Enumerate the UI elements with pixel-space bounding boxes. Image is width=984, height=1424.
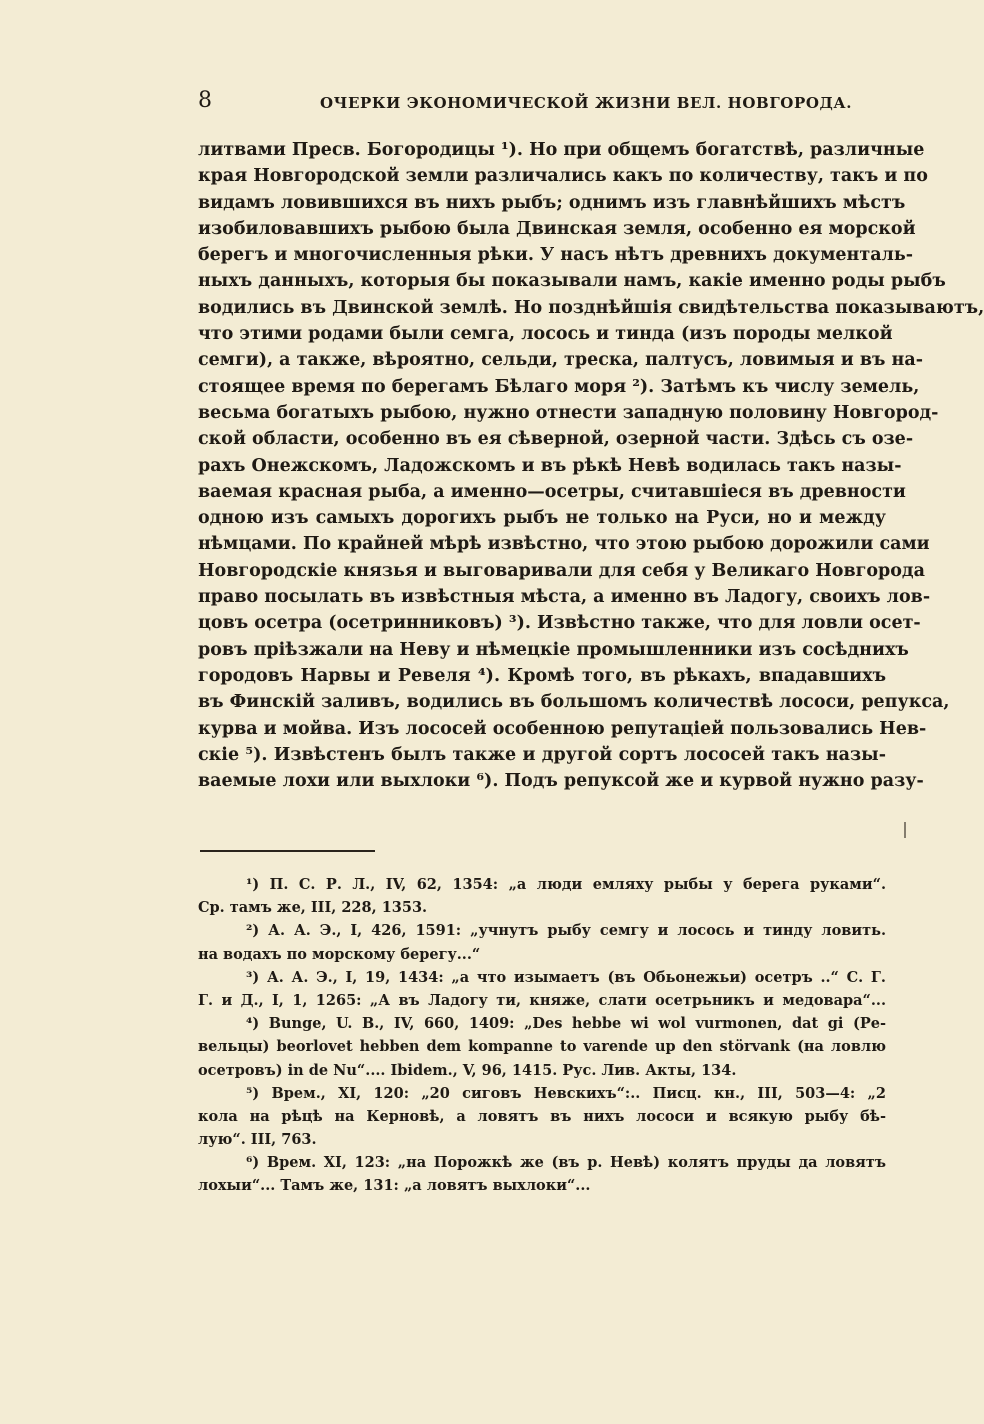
footnote-line: вельцы) beorlovet hebben dem kompanne to varende up den störvank (на ловлю [198,1038,886,1056]
text-line: одною изъ самыхъ дорогихъ рыбъ не только на Руси, но и между [198,508,886,529]
footnote-line: осетровъ) in de Nu“.... Ibidem., V, 96, 1415. Рус. Лив. Акты, 134. [198,1061,737,1079]
text-line: видамъ ловившихся въ нихъ рыбъ; однимъ изъ главнѣйшихъ мѣстъ [198,192,906,213]
main-text [198,137,984,794]
footnote-line: ²) А. А. Э., I, 426, 1591: „учнутъ рыбу семгу и лосось и тинду ловить. [246,922,886,940]
text-line: ской области, особенно въ ея сѣверной, озерной части. Здѣсь съ озе- [198,429,914,450]
text-line: ваемая красная рыба, а именно—осетры, считавшіеся въ древности [198,481,906,502]
text-line: право посылать въ извѣстныя мѣста, а именно въ Ладогу, своихъ лов- [198,587,931,608]
text-line: цовъ осетра (осетринниковъ) ³). Извѣстно также, что для ловли осет- [198,613,921,634]
text-line: Новгородскіе князья и выговаривали для себя у Великаго Новгорода [198,560,925,581]
margin-mark [904,822,906,838]
footnote-line: ³) А. А. Э., I, 19, 1434: „а что изымаетъ (въ Обьонежьи) осетръ ..“ С. Г. [246,968,886,986]
text-line: семги), а также, вѣроятно, сельди, треска, палтусъ, ловимыя и въ на- [198,350,923,371]
text-line: нѣмцами. По крайней мѣрѣ извѣстно, что этою рыбою дорожили сами [198,534,930,555]
footnote-line: ¹) П. С. Р. Л., IV, 62, 1354: „а люди емляху рыбы у берега руками“. [246,876,886,893]
footnote-line: лохыи“... Тамъ же, 131: „а ловятъ выхлоки“... [198,1177,591,1195]
text-line: ваемые лохи или выхлоки ⁶). Подъ репуксой же и курвой нужно разу- [198,771,924,792]
footnotes [198,873,886,1198]
text-line: весьма богатыхъ рыбою, нужно отнести западную половину Новгород- [198,402,939,423]
footnote-line: ⁵) Врем., XI, 120: „20 сиговъ Невскихъ“:.. Писц. кн., III, 503—4: „2 [246,1084,886,1102]
footnote-rule [200,850,375,852]
text-line: литвами Пресв. Богородицы ¹). Но при общемъ богатствѣ, различные [198,140,925,160]
text-line: водились въ Двинской землѣ. Но позднѣйшія свидѣтельства показываютъ, [198,297,984,318]
footnote-line: ⁴) Bunge, U. B., IV, 660, 1409: „Des hebbe wi wol vurmonen, dat gi (Ре- [246,1015,886,1033]
footnote-line: на водахъ по морскому берегу...“ [198,945,481,963]
text-line: рахъ Онежскомъ, Ладожскомъ и въ рѣкѣ Невѣ водилась такъ назы- [198,455,902,476]
footnote-line: лую“. III, 763. [198,1131,317,1149]
footnote-line: Ср. тамъ же, III, 228, 1353. [198,899,428,917]
text-line: края Новгородской земли различались какъ по количеству, такъ и по [198,166,928,187]
text-line: въ Финскій заливъ, водились въ большомъ количествѣ лососи, репукса, [198,692,950,713]
footnote-line: кола на рѣцѣ на Керновѣ, а ловятъ въ нихъ лососи и всякую рыбу бѣ- [198,1107,886,1125]
text-line: ныхъ данныхъ, которыя бы показывали намъ, какіе именно роды рыбъ [198,271,946,292]
text-line: ровъ пріѣзжали на Неву и нѣмецкіе промышленники изъ сосѣднихъ [198,639,909,660]
running-title: ОЧЕРКИ ЭКОНОМИЧЕСКОЙ ЖИЗНИ ВЕЛ. НОВГОРОДА. [320,94,853,112]
text-line: изобиловавшихъ рыбою была Двинская земля, особенно ея морской [198,218,916,239]
page-number: 8 [198,88,212,113]
text-line: стоящее время по берегамъ Бѣлаго моря ²). Затѣмъ къ числу земель, [198,376,920,397]
footnote-line: ⁶) Врем. XI, 123: „на Порожкѣ же (въ р. Невѣ) колятъ пруды да ловятъ [246,1154,886,1172]
page-header [198,88,853,118]
text-line: городовъ Нарвы и Ревеля ⁴). Кромѣ того, въ рѣкахъ, впадавшихъ [198,665,886,686]
text-line: курва и мойва. Изъ лососей особенною репутаціей пользовались Нев- [198,718,927,739]
text-line: скіе ⁵). Извѣстенъ былъ также и другой сортъ лососей такъ назы- [198,744,886,765]
text-line: что этими родами были семга, лосось и тинда (изъ породы мелкой [198,324,893,345]
text-line: берегъ и многочисленныя рѣки. У насъ нѣтъ древнихъ документаль- [198,245,914,266]
footnote-line: Г. и Д., I, 1, 1265: „А въ Ладогу ти, княже, слати осетрьникъ и медовара“... [198,991,886,1009]
